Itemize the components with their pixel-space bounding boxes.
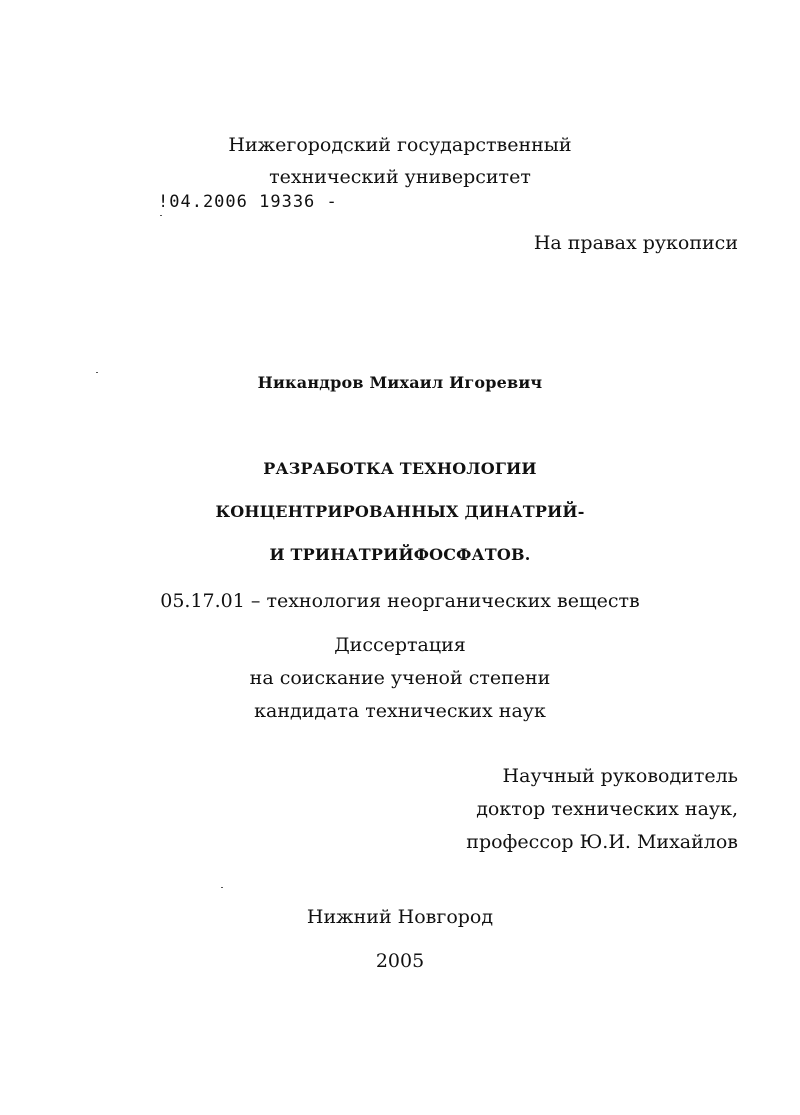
institution-line-2: технический университет xyxy=(269,166,531,188)
institution-line-1: Нижегородский государственный xyxy=(228,134,572,156)
city: Нижний Новгород xyxy=(306,906,494,928)
supervisor-line-1: Научный руководитель xyxy=(502,765,738,787)
supervisor-line-3: профессор Ю.И. Михайлов xyxy=(466,831,738,853)
author-name: Никандров Михаил Игоревич xyxy=(257,373,543,392)
title-line-1: РАЗРАБОТКА ТЕХНОЛОГИИ xyxy=(263,459,537,478)
scan-speck xyxy=(221,887,223,888)
degree-line-1: Диссертация xyxy=(334,634,466,656)
degree-line-2: на соискание ученой степени xyxy=(249,667,551,689)
scan-speck xyxy=(96,372,98,373)
title-line-2: КОНЦЕНТРИРОВАННЫХ ДИНАТРИЙ- xyxy=(215,502,585,521)
scan-speck xyxy=(160,215,162,216)
specialty-code: 05.17.01 – технология неорганических веществ xyxy=(160,590,640,612)
year: 2005 xyxy=(375,950,425,972)
rights-notice: На правах рукописи xyxy=(533,232,738,254)
title-line-3: И ТРИНАТРИЙФОСФАТОВ. xyxy=(269,545,531,564)
archive-stamp: !04.2006 19336 - xyxy=(158,192,338,212)
degree-line-3: кандидата технических наук xyxy=(254,700,546,722)
supervisor-line-2: доктор технических наук, xyxy=(476,798,738,820)
